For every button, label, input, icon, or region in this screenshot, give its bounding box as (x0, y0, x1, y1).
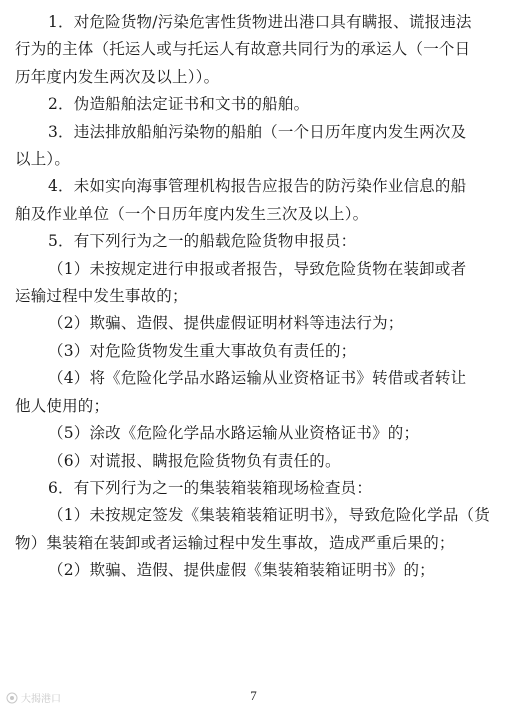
text-line: 1．对危险货物/污染危害性货物进出港口具有瞒报、谎报违法 (48, 13, 472, 31)
text-line: 行为的主体（托运人或与托运人有故意共同行为的承运人（一个日 (15, 40, 471, 59)
text-line: （2）欺骗、造假、提供虚假《集装箱装箱证明书》的； (48, 561, 435, 580)
text-line: 历年度内发生两次及以上））。 (15, 67, 220, 86)
text-line: 运输过程中发生事故的； (15, 287, 188, 306)
text-line: （3）对危险货物发生重大事故负有责任的； (48, 341, 357, 360)
text-line: 物）集装箱在装卸或者运输过程中发生事故，造成严重后果的； (15, 533, 455, 552)
watermark-text: 大揭港口 (21, 694, 61, 705)
text-line: 4．未如实向海事管理机构报告应报告的防污染作业信息的船 (48, 177, 467, 196)
text-line: （1）未按规定进行申报或者报告，导致危险货物在装卸或者 (48, 259, 467, 278)
document-body (15, 9, 494, 585)
text-line: 以上）。 (15, 150, 71, 169)
page-number: 7 (250, 688, 257, 703)
text-line: （1）未按规定签发《集装箱装箱证明书》，导致危险化学品（货 (48, 506, 490, 525)
text-line: 5．有下列行为之一的船载危险货物申报员： (48, 232, 357, 251)
text-line: 6．有下列行为之一的集装箱装箱现场检查员： (48, 478, 373, 497)
text-line: 3．违法排放船舶污染物的船舶（一个日历年度内发生两次及 (48, 122, 467, 141)
text-line: （6）对谎报、瞒报危险货物负有责任的。 (48, 451, 341, 470)
watermark (6, 690, 61, 705)
text-line: （2）欺骗、造假、提供虚假证明材料等违法行为； (48, 314, 404, 333)
text-line: （4）将《危险化学品水路运输从业资格证书》转借或者转让 (48, 369, 467, 388)
text-line: （5）涂改《危险化学品水路运输从业资格证书》的； (48, 424, 420, 443)
text-line: 2．伪造船舶法定证书和文书的船舶。 (48, 95, 310, 114)
text-line: 舶及作业单位（一个日历年度内发生三次及以上）。 (15, 204, 369, 223)
text-line: 他人使用的； (15, 396, 110, 415)
camera-icon (6, 692, 18, 704)
